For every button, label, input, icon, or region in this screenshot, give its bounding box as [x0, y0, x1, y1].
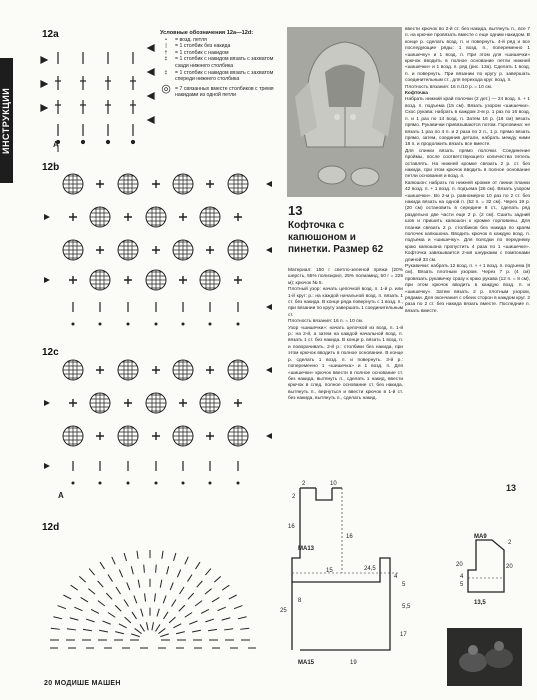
stitch-mark	[229, 595, 237, 599]
legend-text: = 1 столбик с накидом вязать с захватом сзади нижнего столбика	[175, 56, 274, 69]
stitch-mark	[127, 582, 130, 590]
booties-photo	[447, 628, 522, 686]
stitch-mark	[98, 581, 104, 587]
stitch-mark	[167, 566, 169, 574]
stitch-mark	[222, 585, 229, 590]
stitch-mark	[185, 557, 188, 564]
stitch-mark	[205, 589, 212, 595]
stitch-mark	[81, 597, 88, 602]
pattern-diagram-mitten	[448, 530, 528, 620]
stitch-mark	[189, 621, 197, 624]
stitch-mark	[70, 618, 79, 620]
stitch-mark	[145, 593, 146, 601]
dim-label: 20	[456, 562, 463, 568]
stitch-mark	[152, 622, 154, 630]
model-number: 13	[288, 203, 303, 218]
legend-symbol: •	[165, 36, 167, 43]
dim-label: 25	[280, 608, 287, 614]
dim-label: 2	[508, 540, 512, 546]
stitch-mark	[154, 593, 155, 601]
dim-label: 2	[292, 494, 296, 500]
legend-symbol: †	[164, 49, 168, 56]
stitch-mark	[89, 569, 94, 575]
dim-label: 5	[402, 582, 406, 588]
stitch-mark	[156, 624, 161, 631]
stitch-mark	[140, 624, 145, 631]
legend-row	[160, 50, 285, 57]
dim-label: 19	[350, 660, 357, 666]
stitch-mark	[74, 607, 82, 611]
hooded-jacket-illustration	[287, 27, 402, 197]
stitch-mark	[164, 612, 169, 619]
paragraph: Кофточка	[405, 91, 428, 97]
stitch-mark	[135, 628, 142, 633]
stitch-mark	[172, 599, 177, 606]
row-12a-1	[58, 52, 133, 64]
stitch-mark	[185, 612, 192, 617]
legend-symbol: ◎	[161, 82, 171, 95]
chart-12b	[38, 172, 278, 337]
stitch-mark	[108, 612, 115, 617]
chart-12c-arrow-label: A	[58, 491, 64, 500]
legend-row	[160, 37, 285, 44]
paragraph: Для спинки вязать прямо полочки. Соединение проймы, после соответствующего количества петель оставлять. На нижней кромке связать 2 р. ст. без накида, при этом крючок вводить в полное основание петли основания и возд. п.	[405, 148, 530, 180]
legend-title: Условные обозначения 12а—12d:	[160, 30, 254, 36]
dim-label: 5	[460, 582, 464, 588]
paragraph: Набрать нижний край полочки (2 дет.) — 24 возд. п. + 1 возд. п. подъема (15 см). Вязать узором «шишечки». Скос рукава: набрать в каждом 2-м р. 1 раз по 16 возд. п. и 1 раз по 14 возд. п. Затем 16 р. (16 см) вязать прямо. Рукавички привязываются потом. Горловина: не вязать 1 раз по 4 п. и 2 раза по 2 п., 1 р. прямо вязать прямо, затем, соединив детали, набрать между ними 18 п. и продолжить вязать все вместе.	[405, 97, 530, 148]
booties-illustration	[447, 628, 522, 686]
stitch-mark	[91, 609, 99, 613]
stitch-mark	[177, 570, 180, 578]
paragraph: Рукавички: набрать 12 возд. п. + + 1 возд. п. подъема (8 см). Вязать плотным узором. Через 7 р. (4 см) провязать рукавичку сразу к краю рукава (12 п. = 8 см), при этом крючок вводить в каждую возд. п. и «шишечку». Затем вязать 2 р. плотным узором, рядами. Для окончания с обеих сторон в каждом круг. 2 раза по 2 ст. без накида вязать вместе. Последние п. вязать вместе.	[405, 264, 530, 314]
stitch-mark	[205, 619, 213, 622]
stitch-mark	[180, 587, 185, 594]
stitch-mark	[174, 553, 176, 561]
stitch-mark	[115, 605, 121, 611]
stitch-mark	[131, 634, 139, 637]
pattern-label: МА9	[474, 534, 487, 540]
chart-12c	[38, 358, 278, 508]
stitch-mark	[124, 599, 129, 606]
stitch-mark	[224, 629, 233, 630]
stitch-mark	[212, 597, 219, 602]
legend-text: = 7 связанных вместе столбиков с тремя накидами из одной петли	[175, 85, 274, 99]
stitch-mark	[100, 562, 105, 569]
stitch-mark	[160, 580, 162, 588]
stitch-mark	[188, 575, 193, 582]
instructions-middle-column	[288, 268, 403, 403]
dim-label: 15	[326, 568, 333, 574]
stitch-mark	[71, 585, 78, 590]
stitch-mark	[116, 587, 121, 594]
stitch-mark	[222, 618, 231, 620]
stitch-mark	[163, 595, 166, 603]
dim-label: 5,5	[402, 604, 411, 610]
stitch-mark	[205, 569, 210, 575]
stitch-mark	[119, 570, 122, 578]
legend-row	[160, 70, 285, 83]
legend-text: = возд. петля	[175, 36, 207, 43]
product-photo	[287, 27, 402, 197]
legend-text: = 1 столбик с накидом вязать с захватом спереди нижнего столбика	[175, 69, 274, 83]
dim-label: 4	[460, 574, 464, 580]
stitch-mark	[63, 595, 71, 599]
stitch-mark	[156, 565, 157, 573]
legend-row	[160, 43, 285, 50]
stitch-mark	[238, 617, 247, 619]
dim-label: 24,5	[364, 566, 376, 572]
stitch-mark	[214, 576, 220, 582]
stitch-mark	[86, 619, 94, 622]
stitch-mark	[158, 628, 165, 633]
stitch-mark	[99, 630, 108, 632]
stitch-mark	[58, 606, 66, 609]
stitch-mark	[125, 617, 131, 623]
chart-12a	[38, 40, 158, 155]
section-label-12d: 12d	[42, 522, 60, 533]
stitch-mark	[201, 609, 209, 613]
stitch-mark	[67, 629, 76, 630]
stitch-mark	[176, 632, 185, 634]
stitch-mark	[131, 566, 133, 574]
stitch-mark	[51, 628, 60, 629]
section-label-12b: 12b	[42, 162, 60, 173]
stitch-mark	[106, 593, 112, 599]
paragraph: ввести крючок во 2-й ст. без накида, вытянуть п., все 7 п. на крючке провязать вместе с еще одним накидом. В конце р. сделать возд. п. и повернуть. 4-й ряд и все последующие ряды: 1 возд. п., попеременно 1 «шишечку» и 1 возд. п. При этом для «шишечки» крючок вводить в полное основание петли нижней «шишечки» и 1 возд. п. ряд (рис. 13а). Сделать 1 возд. п. и повернуть. При вязании по кругу р. завершать соединительным ст., для перехода круг. возд. п.	[405, 27, 530, 84]
stitch-mark	[119, 624, 127, 628]
stitch-mark	[157, 609, 159, 617]
legend-row	[160, 56, 285, 69]
stitch-mark	[234, 606, 242, 609]
stitch-mark	[98, 601, 105, 606]
dim-label: 16	[288, 524, 295, 530]
stitch-mark	[218, 607, 226, 611]
stitch-mark	[132, 612, 137, 619]
pattern-label: МА15	[298, 660, 315, 666]
legend-symbol: ‡	[164, 56, 168, 63]
figure-number: 13	[506, 483, 517, 493]
stitch-mark	[197, 581, 203, 587]
stitch-mark	[137, 551, 138, 559]
chart-12d	[40, 530, 280, 675]
stitch-mark	[53, 617, 62, 619]
dim-label: 8	[298, 598, 302, 604]
paragraph: Плотность вязания: 16 п. = 10 см.	[288, 319, 364, 325]
dim-label: 20	[506, 564, 513, 570]
stitch-mark	[115, 632, 124, 634]
section-label-12c: 12c	[42, 347, 59, 358]
stitch-mark	[112, 557, 115, 564]
stitch-mark	[173, 624, 181, 628]
stitch-mark	[144, 565, 145, 573]
section-label-12a: 12a	[42, 29, 59, 40]
paragraph: Узор «шишечки»: начать цепочкой из возд. п. 1-й р.: на 2-й, а затем на каждой начальной возд. п. вязать 1 ст. без накида. В конце р. вязать 1 возд. п. и поворачивать. 2-й р.: столбики без накида, при этом крючок вводить в полное основание. В конце р. сделать 1 возд. п. и повернуть. 3-й р.: попеременно 1 «шишечка» и 1 возд. п. Для «шишечки» крючок ввести в полное основание ст. без накида, вытянуть п., сделать 1 накид, ввести крючок в след. полное основание ст. без накида, вытянуть п., вернуться и ввести крючок в 1-й ст. без накида, вытянуть п., сделать накид.	[288, 325, 403, 402]
dim-label: 16	[346, 534, 353, 540]
stitch-mark	[124, 553, 126, 561]
legend-symbol: ‡	[164, 69, 168, 76]
stitch-mark	[195, 601, 202, 606]
stitch-mark	[88, 589, 95, 595]
dim-label: 2	[302, 481, 306, 487]
dim-label: 17	[400, 632, 407, 638]
dim-label: 10	[330, 481, 337, 487]
stitch-mark	[240, 628, 249, 629]
stitch-mark	[83, 629, 92, 630]
page-footer: 20 МОДИШЕ МАШЕН	[44, 680, 121, 687]
paragraph: Капюшон: набрать по нижней кромке от линии планки 42 возд. п. + 1 возд. п. подъема (26 см). Вязать узором «шишечки». Во 2-м р. равномерно 10 раз по 2 ст. без накида вязать на одной п. (52 п. = 32 см). Через 19 р. (20 см) остановить в середине 8 ст., сделать ряд раздельно две части еще 2 р. (2 см). Сшить задний шов и пришить капюшон к кромке горловины. Для планки связать 2 р. столбиков без накида по краям полочек капюшона. Вводить крючок в каждую возд. п. подъема и «шишечку». Для поясдки по переднему краю капюшона пропустить 4 раза по 1 «шишечке». Кофточка завязывается 2-мя шнурками с помпонами длиной 33 см.	[405, 180, 530, 263]
stitch-mark	[179, 605, 185, 611]
dim-label: 4	[394, 574, 398, 580]
legend	[160, 30, 285, 99]
chart-12a-arrow-label: A	[53, 140, 59, 149]
legend-text: = 1 столбик с накидом	[175, 49, 229, 56]
stitch-mark	[170, 582, 173, 590]
stitch-mark	[188, 593, 194, 599]
stitch-mark	[108, 575, 113, 582]
section-side-tab: ИНСТРУКЦИИ	[0, 58, 13, 183]
stitch-mark	[162, 551, 163, 559]
stitch-mark	[141, 609, 143, 617]
legend-row	[160, 82, 285, 99]
stitch-mark	[196, 562, 201, 569]
paragraph: Плотный узор: начать цепочкой возд. п. 1-й р. или 1-й круг: р.: на каждой начальной возд. п. вязать 1 ст. без накида. В конце ряда повернуть с 1 возд. п., при вязании по кругу завершать 1 соединительным ст.	[288, 287, 403, 318]
stitch-mark	[102, 621, 110, 624]
stitch-mark	[208, 629, 217, 630]
instructions-right-column	[405, 27, 530, 315]
legend-text: = 1 столбик без накида	[175, 43, 231, 50]
chart-12b-grid	[44, 174, 272, 326]
model-title: Кофточка с капюшоном и пинетки. Размер 62	[288, 220, 384, 255]
stitch-mark	[169, 617, 175, 623]
pattern-label: 13,5	[474, 600, 486, 606]
stitch-mark	[79, 576, 85, 582]
legend-symbol: |	[165, 43, 167, 50]
stitch-mark	[138, 580, 140, 588]
paragraph: Плотность вязания: 16 п./10 р. = 10 см.	[405, 84, 493, 90]
stitch-mark	[147, 622, 149, 630]
paragraph: Материал: 150 г светло-зеленой пряжи (20% шерсть, 55% полиэкрил, 25% полиамид, 50 г = 225 м); крючок № 5.	[288, 268, 403, 286]
stitch-mark	[192, 630, 201, 632]
pattern-diagram-jacket	[272, 478, 432, 678]
stitch-mark	[160, 634, 168, 637]
stitch-mark	[134, 595, 137, 603]
pattern-label: МА13	[298, 546, 315, 552]
